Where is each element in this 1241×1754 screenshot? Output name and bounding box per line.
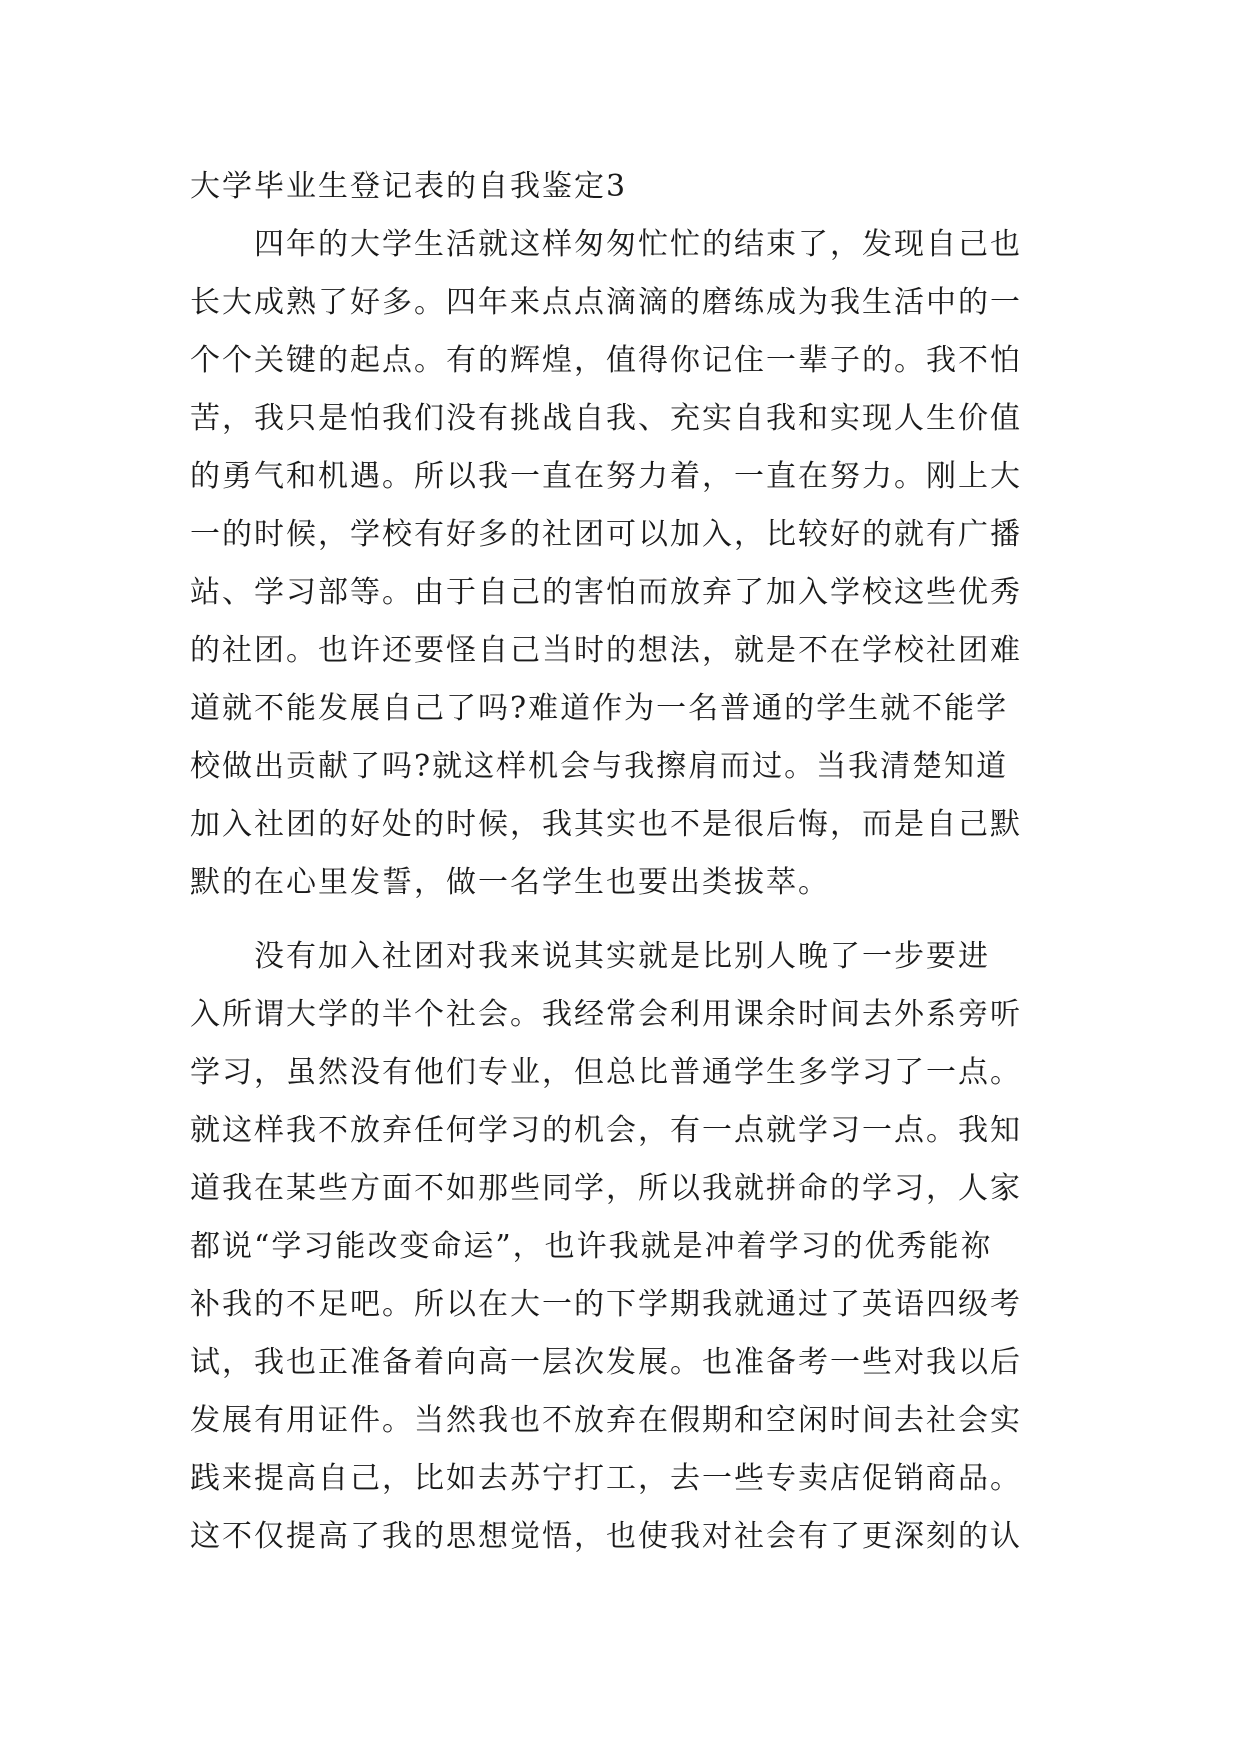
paragraph-line: 长大成熟了好多。四年来点点滴滴的磨练成为我生活中的一	[190, 285, 1022, 320]
paragraph-line: 苦，我只是怕我们没有挑战自我、充实自我和实现人生价值	[190, 401, 1022, 436]
paragraph-line: 补我的不足吧。所以在大一的下学期我就通过了英语四级考	[190, 1287, 1022, 1322]
paragraph-line: 学习，虽然没有他们专业，但总比普通学生多学习了一点。	[190, 1055, 1022, 1090]
paragraph-line: 践来提高自己，比如去苏宁打工，去一些专卖店促销商品。	[190, 1461, 1022, 1496]
paragraph-line: 道就不能发展自己了吗?难道作为一名普通的学生就不能学	[190, 691, 1009, 726]
paragraph-line: 四年的大学生活就这样匆匆忙忙的结束了，发现自己也	[254, 227, 1022, 262]
paragraph-line: 个个关键的起点。有的辉煌，值得你记住一辈子的。我不怕	[190, 343, 1022, 378]
paragraph-line: 道我在某些方面不如那些同学，所以我就拼命的学习，人家	[190, 1171, 1022, 1206]
paragraph-line: 加入社团的好处的时候，我其实也不是很后悔，而是自己默	[190, 807, 1022, 842]
document-body	[190, 158, 1070, 1566]
paragraph-spacer	[190, 912, 1070, 928]
paragraph-line: 默的在心里发誓，做一名学生也要出类拔萃。	[190, 865, 830, 900]
paragraph-line: 站、学习部等。由于自己的害怕而放弃了加入学校这些优秀	[190, 575, 1022, 610]
document-title: 大学毕业生登记表的自我鉴定3	[190, 169, 628, 204]
paragraph-line: 入所谓大学的半个社会。我经常会利用课余时间去外系旁听	[190, 997, 1022, 1032]
paragraph-line: 校做出贡献了吗?就这样机会与我擦肩而过。当我清楚知道	[190, 749, 1009, 784]
paragraph-line: 一的时候，学校有好多的社团可以加入，比较好的就有广播	[190, 517, 1022, 552]
paragraph-line: 就这样我不放弃任何学习的机会，有一点就学习一点。我知	[190, 1113, 1022, 1148]
paragraph-1	[190, 216, 1070, 912]
paragraph-line: 的勇气和机遇。所以我一直在努力着，一直在努力。刚上大	[190, 459, 1022, 494]
paragraph-line: 这不仅提高了我的思想觉悟，也使我对社会有了更深刻的认	[190, 1519, 1022, 1554]
paragraph-line: 没有加入社团对我来说其实就是比别人晚了一步要进	[254, 939, 990, 974]
paragraph-2	[190, 928, 1070, 1566]
paragraph-line: 试，我也正准备着向高一层次发展。也准备考一些对我以后	[190, 1345, 1022, 1380]
paragraph-line: 的社团。也许还要怪自己当时的想法，就是不在学校社团难	[190, 633, 1022, 668]
paragraph-line: 发展有用证件。当然我也不放弃在假期和空闲时间去社会实	[190, 1403, 1022, 1438]
paragraph-line: 都说“学习能改变命运”，也许我就是冲着学习的优秀能祢	[190, 1229, 993, 1264]
